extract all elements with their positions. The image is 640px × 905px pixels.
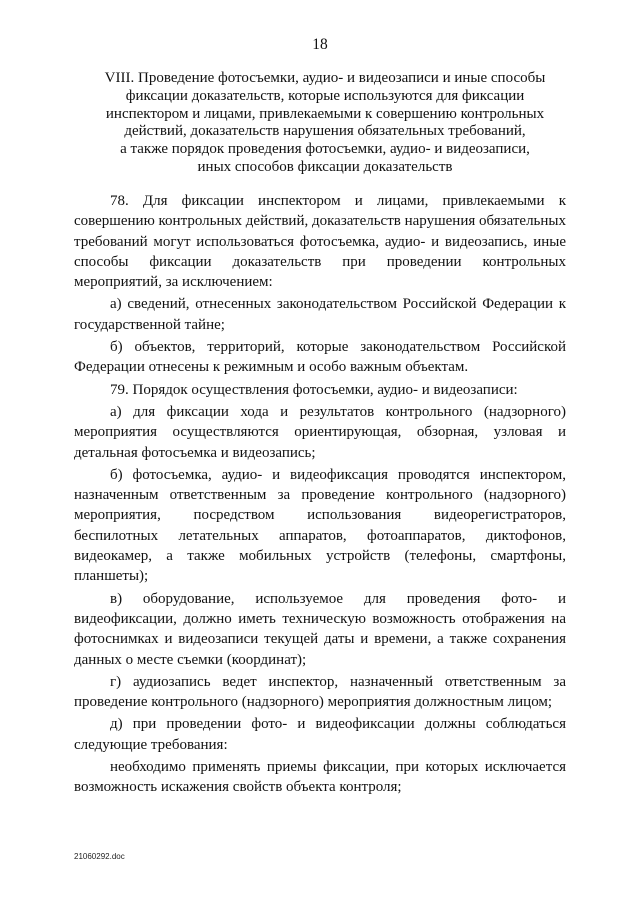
paragraph-79: 79. Порядок осуществления фотосъемки, аудио- и видеозаписи: (110, 381, 518, 398)
paragraph-79-d-1: необходимо применять приемы фиксации, при которых исключается возможность искажения свойств объекта контроля; (74, 759, 566, 796)
paragraph-79-b: б) фотосъемка, аудио- и видеофиксация проводятся инспектором, назначенным ответственным за проведение контрольного (надзорного) мероприятия, посредством использования видеорегистраторов, беспилотных летательных аппаратов, фотоаппаратов, диктофонов, видеокамер, а также мобильных устройств (телефоны, смартфоны, планшеты); (74, 466, 566, 585)
heading-line: иных способов фиксации доказательств (197, 158, 453, 175)
paragraph-78-a: а) сведений, отнесенных законодательством Российской Федерации к государственной тайне; (74, 296, 566, 333)
paragraph-79-d: д) при проведении фото- и видеофиксации должны соблюдаться следующие требования: (74, 716, 566, 753)
heading-line: инспектором и лицами, привлекаемыми к совершению контрольных (105, 105, 545, 122)
paragraph-79-v: в) оборудование, используемое для проведения фото- и видеофиксации, должно иметь техническую возможность отображения на фотоснимках и видеозаписи текущей даты и времени, а также сохранения данных о месте съемки (координат); (74, 590, 566, 668)
paragraph-79-a: а) для фиксации хода и результатов контрольного (надзорного) мероприятия осуществляются ориентирующая, обзорная, узловая и детальная фотосъемка и видеозапись; (74, 403, 566, 461)
paragraph-78: 78. Для фиксации инспектором и лицами, привлекаемыми к совершению контрольных действий, доказательств нарушения обязательных требований могут использоваться фотосъемка, аудио- и видеозапись, иные способы фиксации доказательств при проведении контрольных мероприятий, за исключением: (74, 193, 566, 291)
paragraph-79-g: г) аудиозапись ведет инспектор, назначенный ответственным за проведение контрольного (надзорного) мероприятия должностным лицом; (74, 673, 566, 711)
heading-line: а также порядок проведения фотосъемки, аудио- и видеозаписи, (120, 141, 530, 158)
heading-line: действий, доказательств нарушения обязательных требований, (124, 123, 526, 140)
footer-filename: 21060292.doc (74, 852, 125, 861)
section-heading (80, 70, 570, 177)
heading-line: VIII. Проведение фотосъемки, аудио- и видеозаписи и иные способы (104, 70, 546, 86)
heading-line: фиксации доказательств, которые используются для фиксации (125, 87, 525, 104)
page-number: 18 (312, 36, 328, 53)
paragraph-78-b: б) объектов, территорий, которые законодательством Российской Федерации отнесены к режимным и особо важным объектам. (74, 339, 566, 376)
document-body (74, 191, 566, 798)
